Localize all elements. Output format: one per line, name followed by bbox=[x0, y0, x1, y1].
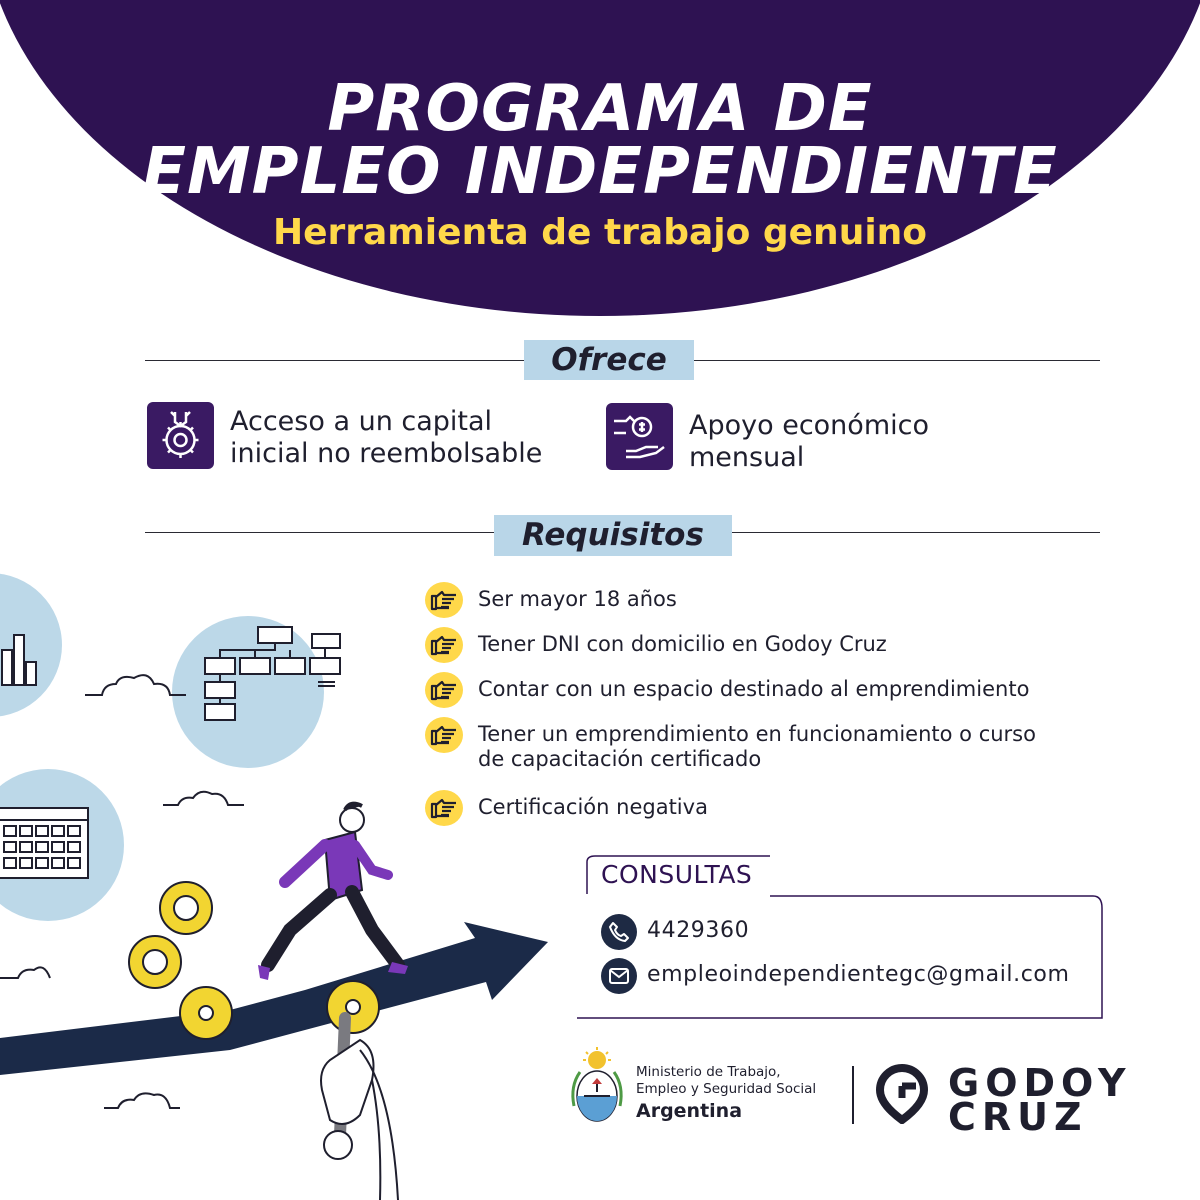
godoy-text: GODOY bbox=[948, 1061, 1132, 1105]
requisito-text bbox=[478, 717, 1036, 772]
growth-illustration bbox=[0, 570, 560, 1200]
requisito-text: Ser mayor 18 años bbox=[478, 587, 677, 611]
cruz-text: CRUZ bbox=[948, 1095, 1088, 1139]
email-icon bbox=[601, 958, 637, 994]
godoy-cruz-wordmark bbox=[948, 1061, 1132, 1139]
circle-decoration bbox=[0, 573, 62, 717]
offer-apoyo-line1: Apoyo económico bbox=[689, 410, 929, 441]
consultas-heading: CONSULTAS bbox=[601, 860, 753, 889]
offer-capital-line2: inicial no reembolsable bbox=[230, 438, 543, 469]
footer-divider bbox=[852, 1066, 854, 1124]
gear-wrench-icon bbox=[147, 402, 214, 469]
page-subtitle: Herramienta de trabajo genuino bbox=[272, 212, 928, 253]
offer-capital-line1: Acceso a un capital bbox=[230, 406, 493, 437]
argentina-coat-of-arms-icon bbox=[568, 1046, 626, 1128]
offer-apoyo-text bbox=[689, 410, 929, 474]
running-man-decoration bbox=[258, 804, 408, 980]
godoy-cruz-logo-icon bbox=[876, 1064, 928, 1124]
phone-icon bbox=[601, 914, 637, 950]
requisito-line2: de capacitación certificado bbox=[478, 747, 762, 771]
ofrece-heading: Ofrece bbox=[524, 340, 694, 380]
phone-number[interactable]: 4429360 bbox=[647, 918, 750, 943]
requisito-text: Certificación negativa bbox=[478, 795, 708, 819]
calendar-icon bbox=[0, 808, 88, 878]
ministry-country: Argentina bbox=[636, 1100, 743, 1122]
circle-decoration bbox=[172, 616, 324, 768]
requisito-line1: Tener un emprendimiento en funcionamiento o curso bbox=[478, 722, 1036, 746]
requisito-text: Contar con un espacio destinado al emprendimiento bbox=[478, 677, 1030, 701]
hand-money-icon bbox=[606, 403, 673, 470]
ministry-name bbox=[636, 1064, 816, 1124]
offer-apoyo-line2: mensual bbox=[689, 442, 805, 473]
requisitos-heading: Requisitos bbox=[494, 515, 732, 556]
ministry-line1: Ministerio de Trabajo, bbox=[636, 1064, 781, 1080]
page-title-line2: EMPLEO INDEPENDIENTE bbox=[142, 135, 1058, 209]
email-address[interactable]: empleoindependientegc@gmail.com bbox=[647, 962, 1070, 987]
requisito-text: Tener DNI con domicilio en Godoy Cruz bbox=[478, 632, 887, 656]
wrench-hand-decoration bbox=[321, 1018, 398, 1200]
offer-capital-text bbox=[230, 406, 542, 470]
page-title-line1: PROGRAMA DE bbox=[327, 72, 873, 146]
ministry-line2: Empleo y Seguridad Social bbox=[636, 1081, 817, 1097]
